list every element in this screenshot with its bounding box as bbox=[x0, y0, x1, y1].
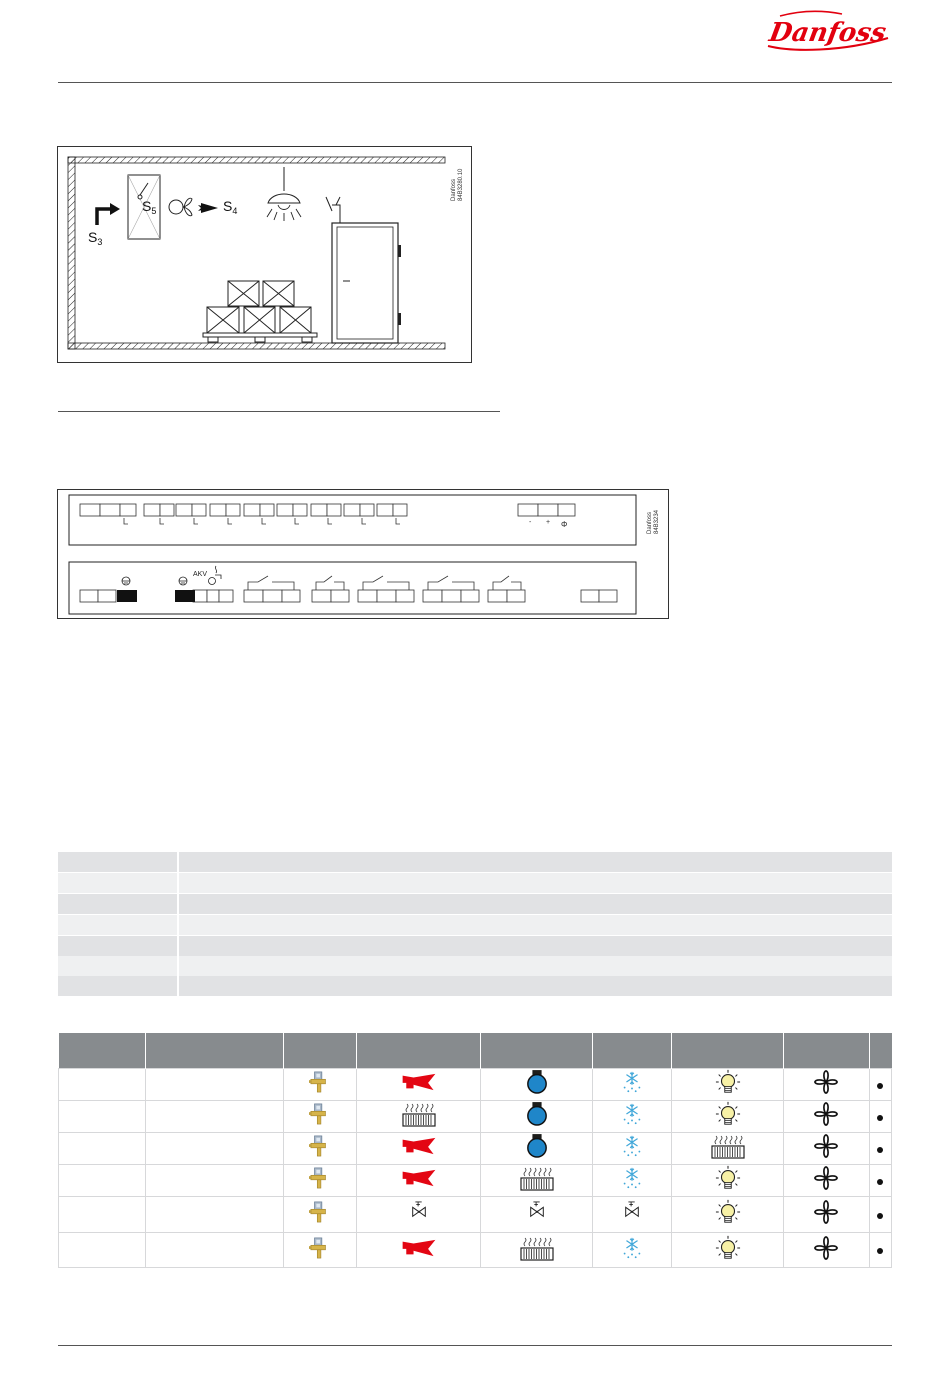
fan-icon bbox=[813, 1235, 839, 1261]
application-matrix-table bbox=[58, 1033, 892, 1268]
s3-label: S bbox=[88, 229, 98, 245]
fan-icon bbox=[813, 1069, 839, 1095]
bulb-icon bbox=[715, 1235, 741, 1261]
table-row bbox=[59, 1101, 892, 1133]
table-row bbox=[58, 956, 892, 976]
figure1-code: Danfoss84B3280.10 bbox=[451, 168, 464, 201]
figure2-code: Danfoss84B3234 bbox=[647, 509, 660, 534]
blue-ball-icon bbox=[526, 1069, 548, 1095]
snowflake-icon bbox=[620, 1236, 644, 1260]
heat-gun-icon bbox=[400, 1168, 438, 1188]
table-header-row bbox=[59, 1033, 892, 1069]
valve-icon bbox=[309, 1134, 331, 1158]
table-row bbox=[58, 976, 892, 996]
dot-icon bbox=[877, 1248, 883, 1254]
bulb-icon bbox=[715, 1165, 741, 1191]
dot-icon bbox=[877, 1213, 883, 1219]
fan-icon bbox=[813, 1165, 839, 1191]
table-row bbox=[58, 873, 892, 893]
fan-icon bbox=[813, 1101, 839, 1127]
blue-ball-icon bbox=[526, 1101, 548, 1127]
heater-element-icon bbox=[711, 1133, 745, 1159]
s5-label: S bbox=[142, 198, 152, 214]
table-row bbox=[58, 915, 892, 935]
s4-label: S bbox=[223, 198, 233, 214]
svg-text:-: - bbox=[529, 519, 532, 526]
fan-icon bbox=[813, 1199, 839, 1225]
svg-text:Φ: Φ bbox=[561, 520, 568, 529]
table-row bbox=[59, 1133, 892, 1165]
table-row bbox=[59, 1197, 892, 1233]
snowflake-icon bbox=[620, 1166, 644, 1190]
heat-gun-icon bbox=[400, 1238, 438, 1258]
heater-element-icon bbox=[520, 1235, 554, 1261]
svg-text:S3: $S_3$ bbox=[88, 229, 103, 247]
valve-icon bbox=[309, 1166, 331, 1190]
snowflake-icon bbox=[620, 1070, 644, 1094]
heat-gun-icon bbox=[400, 1072, 438, 1092]
table-row bbox=[58, 852, 892, 872]
table-row bbox=[58, 894, 892, 914]
bulb-icon bbox=[715, 1199, 741, 1225]
valve-icon bbox=[309, 1102, 331, 1126]
svg-text:S5: $S_5$ bbox=[142, 198, 157, 216]
snowflake-icon bbox=[620, 1102, 644, 1126]
terminal-diagram bbox=[57, 489, 669, 619]
heater-element-icon bbox=[520, 1165, 554, 1191]
footer-divider bbox=[58, 1345, 892, 1346]
table-row bbox=[59, 1233, 892, 1268]
valve-icon bbox=[309, 1070, 331, 1094]
section-divider bbox=[58, 411, 500, 412]
logo-text: Danfoss bbox=[766, 17, 889, 48]
bulb-icon bbox=[715, 1069, 741, 1095]
danfoss-logo bbox=[762, 8, 894, 54]
bulb-icon bbox=[715, 1101, 741, 1127]
valve-icon bbox=[309, 1236, 331, 1260]
table-row bbox=[59, 1165, 892, 1197]
table-row bbox=[59, 1069, 892, 1101]
svg-text:+: + bbox=[546, 519, 551, 526]
header-divider bbox=[58, 82, 892, 83]
dot-icon bbox=[877, 1147, 883, 1153]
blue-ball-icon bbox=[526, 1133, 548, 1159]
snowflake-icon bbox=[620, 1134, 644, 1158]
akv-label: AKV bbox=[193, 571, 208, 578]
cold-room-figure bbox=[57, 146, 472, 363]
fan-icon bbox=[813, 1133, 839, 1159]
solenoid-valve-icon bbox=[410, 1201, 428, 1219]
dot-icon bbox=[877, 1179, 883, 1185]
heater-element-icon bbox=[402, 1101, 436, 1127]
svg-text:S4: $S_4$ bbox=[223, 198, 238, 216]
heat-gun-icon bbox=[400, 1136, 438, 1156]
solenoid-valve-icon bbox=[528, 1201, 546, 1219]
valve-icon bbox=[309, 1200, 331, 1224]
dot-icon bbox=[877, 1083, 883, 1089]
dot-icon bbox=[877, 1115, 883, 1121]
solenoid-valve-icon bbox=[623, 1201, 641, 1219]
table-row bbox=[58, 936, 892, 956]
